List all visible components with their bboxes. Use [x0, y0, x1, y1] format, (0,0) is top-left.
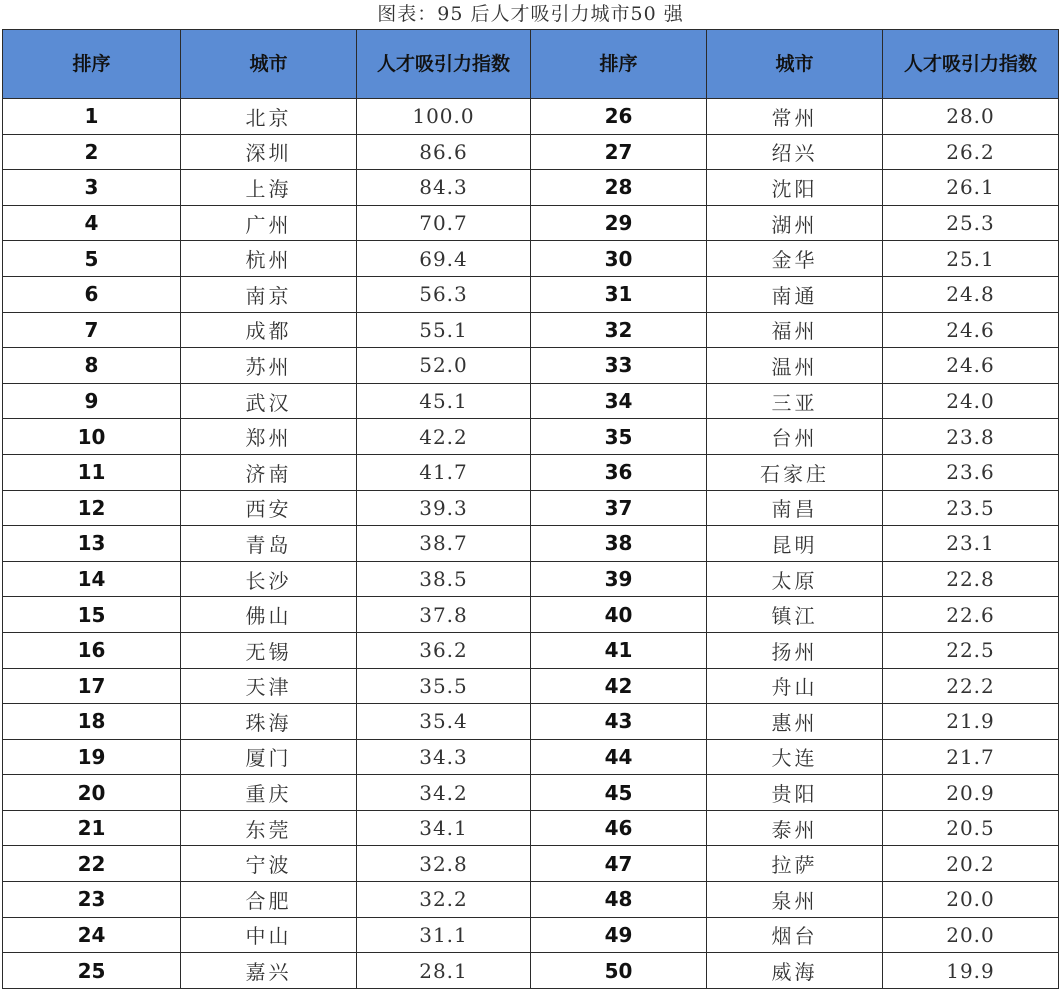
rank-cell: 44 — [531, 739, 707, 775]
table-row — [3, 882, 1059, 918]
score-cell: 38.7 — [357, 526, 531, 562]
city-cell: 无锡 — [181, 632, 357, 668]
city-cell: 泉州 — [707, 882, 883, 918]
city-cell: 长沙 — [181, 561, 357, 597]
rank-cell: 38 — [531, 526, 707, 562]
city-cell: 大连 — [707, 739, 883, 775]
score-cell: 20.5 — [883, 810, 1059, 846]
rank-cell: 21 — [3, 810, 181, 846]
city-cell: 三亚 — [707, 383, 883, 419]
table-row — [3, 134, 1059, 170]
table-row — [3, 917, 1059, 953]
table-row — [3, 739, 1059, 775]
city-cell: 太原 — [707, 561, 883, 597]
score-cell: 28.0 — [883, 99, 1059, 135]
city-cell: 深圳 — [181, 134, 357, 170]
score-cell: 31.1 — [357, 917, 531, 953]
rank-cell: 4 — [3, 205, 181, 241]
score-cell: 24.0 — [883, 383, 1059, 419]
city-cell: 台州 — [707, 419, 883, 455]
table-row — [3, 632, 1059, 668]
city-cell: 拉萨 — [707, 846, 883, 882]
table-row — [3, 668, 1059, 704]
score-cell: 26.1 — [883, 170, 1059, 206]
city-cell: 天津 — [181, 668, 357, 704]
city-cell: 石家庄 — [707, 454, 883, 490]
city-cell: 金华 — [707, 241, 883, 277]
score-cell: 34.3 — [357, 739, 531, 775]
city-cell: 南通 — [707, 276, 883, 312]
city-cell: 广州 — [181, 205, 357, 241]
score-cell: 32.2 — [357, 882, 531, 918]
score-cell: 23.6 — [883, 454, 1059, 490]
city-cell: 杭州 — [181, 241, 357, 277]
header-city: 城市 — [181, 30, 357, 99]
city-cell: 威海 — [707, 953, 883, 989]
header-rank: 排序 — [531, 30, 707, 99]
score-cell: 26.2 — [883, 134, 1059, 170]
header-rank: 排序 — [3, 30, 181, 99]
city-cell: 常州 — [707, 99, 883, 135]
score-cell: 22.2 — [883, 668, 1059, 704]
table-row — [3, 953, 1059, 989]
score-cell: 21.9 — [883, 704, 1059, 740]
city-cell: 惠州 — [707, 704, 883, 740]
rank-cell: 45 — [531, 775, 707, 811]
rank-cell: 35 — [531, 419, 707, 455]
score-cell: 20.0 — [883, 882, 1059, 918]
score-cell: 32.8 — [357, 846, 531, 882]
header-score: 人才吸引力指数 — [883, 30, 1059, 99]
table-row — [3, 526, 1059, 562]
rank-cell: 7 — [3, 312, 181, 348]
table-row — [3, 205, 1059, 241]
score-cell: 70.7 — [357, 205, 531, 241]
score-cell: 23.1 — [883, 526, 1059, 562]
table-body — [3, 99, 1059, 989]
score-cell: 22.5 — [883, 632, 1059, 668]
city-cell: 北京 — [181, 99, 357, 135]
rank-cell: 37 — [531, 490, 707, 526]
table-row — [3, 99, 1059, 135]
city-cell: 苏州 — [181, 348, 357, 384]
ranking-table — [2, 29, 1059, 989]
rank-cell: 42 — [531, 668, 707, 704]
score-cell: 24.6 — [883, 348, 1059, 384]
rank-cell: 22 — [3, 846, 181, 882]
rank-cell: 48 — [531, 882, 707, 918]
rank-cell: 14 — [3, 561, 181, 597]
score-cell: 23.8 — [883, 419, 1059, 455]
rank-cell: 47 — [531, 846, 707, 882]
rank-cell: 8 — [3, 348, 181, 384]
score-cell: 25.1 — [883, 241, 1059, 277]
score-cell: 20.9 — [883, 775, 1059, 811]
rank-cell: 41 — [531, 632, 707, 668]
score-cell: 45.1 — [357, 383, 531, 419]
city-cell: 南昌 — [707, 490, 883, 526]
table-row — [3, 348, 1059, 384]
city-cell: 昆明 — [707, 526, 883, 562]
city-cell: 珠海 — [181, 704, 357, 740]
city-cell: 舟山 — [707, 668, 883, 704]
score-cell: 22.6 — [883, 597, 1059, 633]
rank-cell: 1 — [3, 99, 181, 135]
rank-cell: 49 — [531, 917, 707, 953]
city-cell: 福州 — [707, 312, 883, 348]
table-row — [3, 490, 1059, 526]
rank-cell: 10 — [3, 419, 181, 455]
score-cell: 37.8 — [357, 597, 531, 633]
city-cell: 贵阳 — [707, 775, 883, 811]
city-cell: 绍兴 — [707, 134, 883, 170]
score-cell: 28.1 — [357, 953, 531, 989]
rank-cell: 43 — [531, 704, 707, 740]
rank-cell: 29 — [531, 205, 707, 241]
table-row — [3, 454, 1059, 490]
rank-cell: 3 — [3, 170, 181, 206]
table-caption: 图表：95 后人才吸引力城市50 强 — [377, 3, 684, 25]
score-cell: 35.5 — [357, 668, 531, 704]
city-cell: 中山 — [181, 917, 357, 953]
city-cell: 西安 — [181, 490, 357, 526]
city-cell: 济南 — [181, 454, 357, 490]
score-cell: 25.3 — [883, 205, 1059, 241]
table-row — [3, 810, 1059, 846]
rank-cell: 18 — [3, 704, 181, 740]
header-score: 人才吸引力指数 — [357, 30, 531, 99]
city-cell: 温州 — [707, 348, 883, 384]
rank-cell: 31 — [531, 276, 707, 312]
score-cell: 24.6 — [883, 312, 1059, 348]
city-cell: 宁波 — [181, 846, 357, 882]
table-row — [3, 170, 1059, 206]
rank-cell: 6 — [3, 276, 181, 312]
score-cell: 100.0 — [357, 99, 531, 135]
city-cell: 嘉兴 — [181, 953, 357, 989]
score-cell: 41.7 — [357, 454, 531, 490]
city-cell: 重庆 — [181, 775, 357, 811]
city-cell: 青岛 — [181, 526, 357, 562]
score-cell: 22.8 — [883, 561, 1059, 597]
rank-cell: 27 — [531, 134, 707, 170]
score-cell: 21.7 — [883, 739, 1059, 775]
table-row — [3, 312, 1059, 348]
score-cell: 55.1 — [357, 312, 531, 348]
score-cell: 19.9 — [883, 953, 1059, 989]
city-cell: 武汉 — [181, 383, 357, 419]
score-cell: 39.3 — [357, 490, 531, 526]
score-cell: 69.4 — [357, 241, 531, 277]
table-row — [3, 704, 1059, 740]
rank-cell: 16 — [3, 632, 181, 668]
table-row — [3, 419, 1059, 455]
city-cell: 南京 — [181, 276, 357, 312]
rank-cell: 20 — [3, 775, 181, 811]
city-cell: 镇江 — [707, 597, 883, 633]
table-row — [3, 561, 1059, 597]
score-cell: 23.5 — [883, 490, 1059, 526]
score-cell: 20.2 — [883, 846, 1059, 882]
rank-cell: 46 — [531, 810, 707, 846]
score-cell: 34.1 — [357, 810, 531, 846]
table-row — [3, 241, 1059, 277]
score-cell: 56.3 — [357, 276, 531, 312]
table-row — [3, 383, 1059, 419]
rank-cell: 17 — [3, 668, 181, 704]
city-cell: 沈阳 — [707, 170, 883, 206]
rank-cell: 11 — [3, 454, 181, 490]
score-cell: 52.0 — [357, 348, 531, 384]
score-cell: 20.0 — [883, 917, 1059, 953]
rank-cell: 30 — [531, 241, 707, 277]
rank-cell: 28 — [531, 170, 707, 206]
rank-cell: 40 — [531, 597, 707, 633]
rank-cell: 15 — [3, 597, 181, 633]
rank-cell: 26 — [531, 99, 707, 135]
city-cell: 扬州 — [707, 632, 883, 668]
rank-cell: 39 — [531, 561, 707, 597]
table-row — [3, 597, 1059, 633]
score-cell: 35.4 — [357, 704, 531, 740]
city-cell: 上海 — [181, 170, 357, 206]
table-row — [3, 846, 1059, 882]
rank-cell: 13 — [3, 526, 181, 562]
header-row — [3, 30, 1059, 99]
score-cell: 24.8 — [883, 276, 1059, 312]
rank-cell: 34 — [531, 383, 707, 419]
city-cell: 湖州 — [707, 205, 883, 241]
city-cell: 郑州 — [181, 419, 357, 455]
city-cell: 成都 — [181, 312, 357, 348]
rank-cell: 24 — [3, 917, 181, 953]
score-cell: 34.2 — [357, 775, 531, 811]
city-cell: 厦门 — [181, 739, 357, 775]
score-cell: 86.6 — [357, 134, 531, 170]
rank-cell: 50 — [531, 953, 707, 989]
score-cell: 38.5 — [357, 561, 531, 597]
rank-cell: 2 — [3, 134, 181, 170]
score-cell: 36.2 — [357, 632, 531, 668]
rank-cell: 19 — [3, 739, 181, 775]
rank-cell: 33 — [531, 348, 707, 384]
header-city: 城市 — [707, 30, 883, 99]
rank-cell: 12 — [3, 490, 181, 526]
city-cell: 东莞 — [181, 810, 357, 846]
city-cell: 烟台 — [707, 917, 883, 953]
score-cell: 84.3 — [357, 170, 531, 206]
city-cell: 佛山 — [181, 597, 357, 633]
table-row — [3, 276, 1059, 312]
city-cell: 泰州 — [707, 810, 883, 846]
rank-cell: 23 — [3, 882, 181, 918]
city-cell: 合肥 — [181, 882, 357, 918]
score-cell: 42.2 — [357, 419, 531, 455]
rank-cell: 36 — [531, 454, 707, 490]
rank-cell: 32 — [531, 312, 707, 348]
rank-cell: 5 — [3, 241, 181, 277]
rank-cell: 9 — [3, 383, 181, 419]
rank-cell: 25 — [3, 953, 181, 989]
table-row — [3, 775, 1059, 811]
